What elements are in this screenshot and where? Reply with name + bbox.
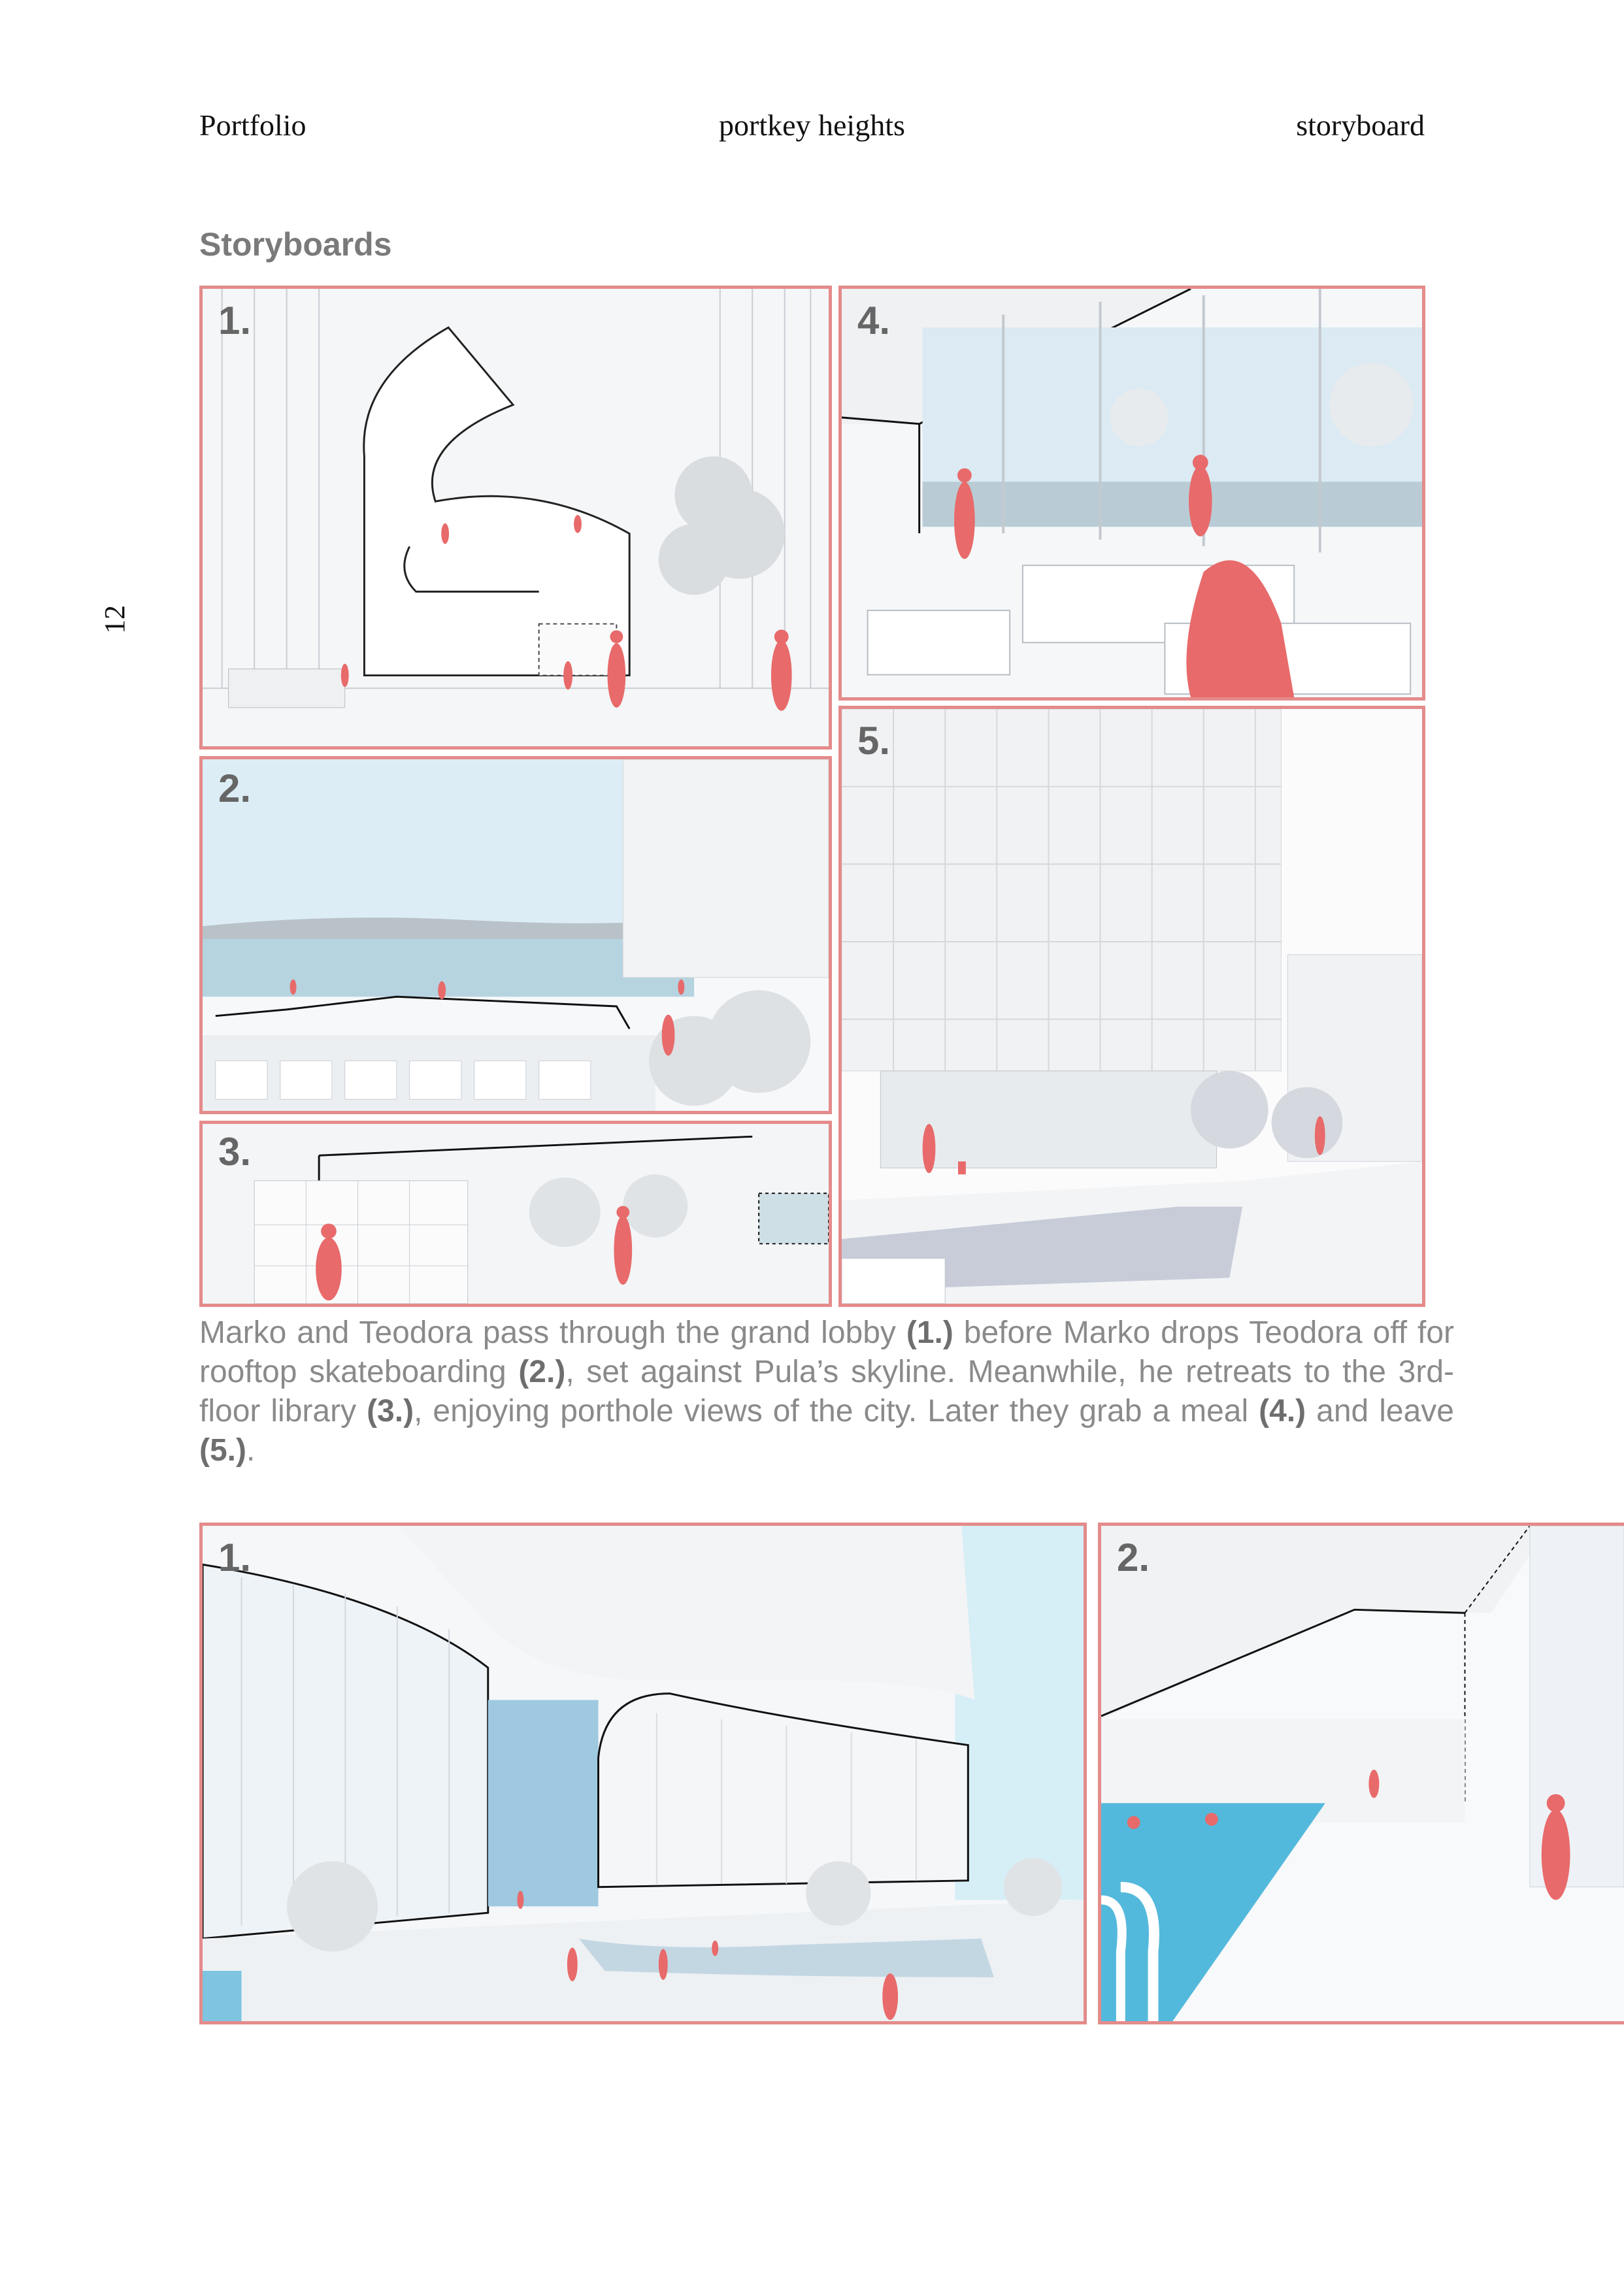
- caption-ref-5: (5.): [199, 1433, 246, 1468]
- caption-ref-1: (1.): [906, 1315, 953, 1350]
- storyboard-panel-2-rooftop: [199, 756, 832, 1114]
- caption-text: , enjoying porthole views of the city. Later they grab a meal: [414, 1394, 1259, 1428]
- library-illustration: [203, 1124, 829, 1304]
- storyboard-bottom-panel-1-plaza: [199, 1523, 1087, 2024]
- caption-text: before Marko drops Teodora off for rooftop skateboarding: [199, 1315, 1455, 1389]
- caption-text: , set against Pula’s skyline. Meanwhile, he retreats to the 3rd-floor library: [199, 1355, 1455, 1428]
- page-number: 12: [99, 605, 131, 634]
- storyboard-panel-1-lobby: [199, 286, 832, 750]
- storyboard-bottom-panel-2-pool: [1098, 1523, 1624, 2024]
- header-portfolio: Portfolio: [199, 108, 307, 142]
- storyboard-caption: [199, 1313, 1454, 1470]
- panel-number: 2.: [1117, 1536, 1150, 1579]
- panel-number: 1.: [218, 299, 252, 342]
- panel-number: 3.: [218, 1130, 252, 1174]
- lobby-illustration: [203, 289, 829, 746]
- header-project-name: portkey heights: [719, 108, 905, 142]
- storyboard-panel-5-exterior: [838, 706, 1425, 1307]
- exterior-illustration: [842, 709, 1422, 1304]
- plaza-illustration: [203, 1526, 1084, 2021]
- panel-number: 1.: [218, 1536, 252, 1579]
- header-section: storyboard: [1296, 108, 1425, 142]
- section-title: Storyboards: [199, 226, 392, 263]
- storyboard-panel-4-restaurant: [838, 286, 1425, 701]
- caption-ref-3: (3.): [367, 1394, 414, 1428]
- caption-ref-4: (4.): [1259, 1394, 1306, 1428]
- caption-ref-2: (2.): [518, 1355, 566, 1389]
- panel-number: 4.: [857, 299, 891, 342]
- pool-illustration: [1101, 1526, 1624, 2021]
- storyboard-panel-3-library: [199, 1121, 832, 1307]
- panel-number: 2.: [218, 767, 252, 810]
- caption-text: and leave: [1306, 1394, 1454, 1428]
- restaurant-illustration: [842, 289, 1422, 697]
- panel-number: 5.: [857, 719, 891, 763]
- caption-text: .: [246, 1433, 256, 1468]
- caption-text: Marko and Teodora pass through the grand lobby: [199, 1315, 906, 1350]
- rooftop-illustration: [203, 759, 829, 1111]
